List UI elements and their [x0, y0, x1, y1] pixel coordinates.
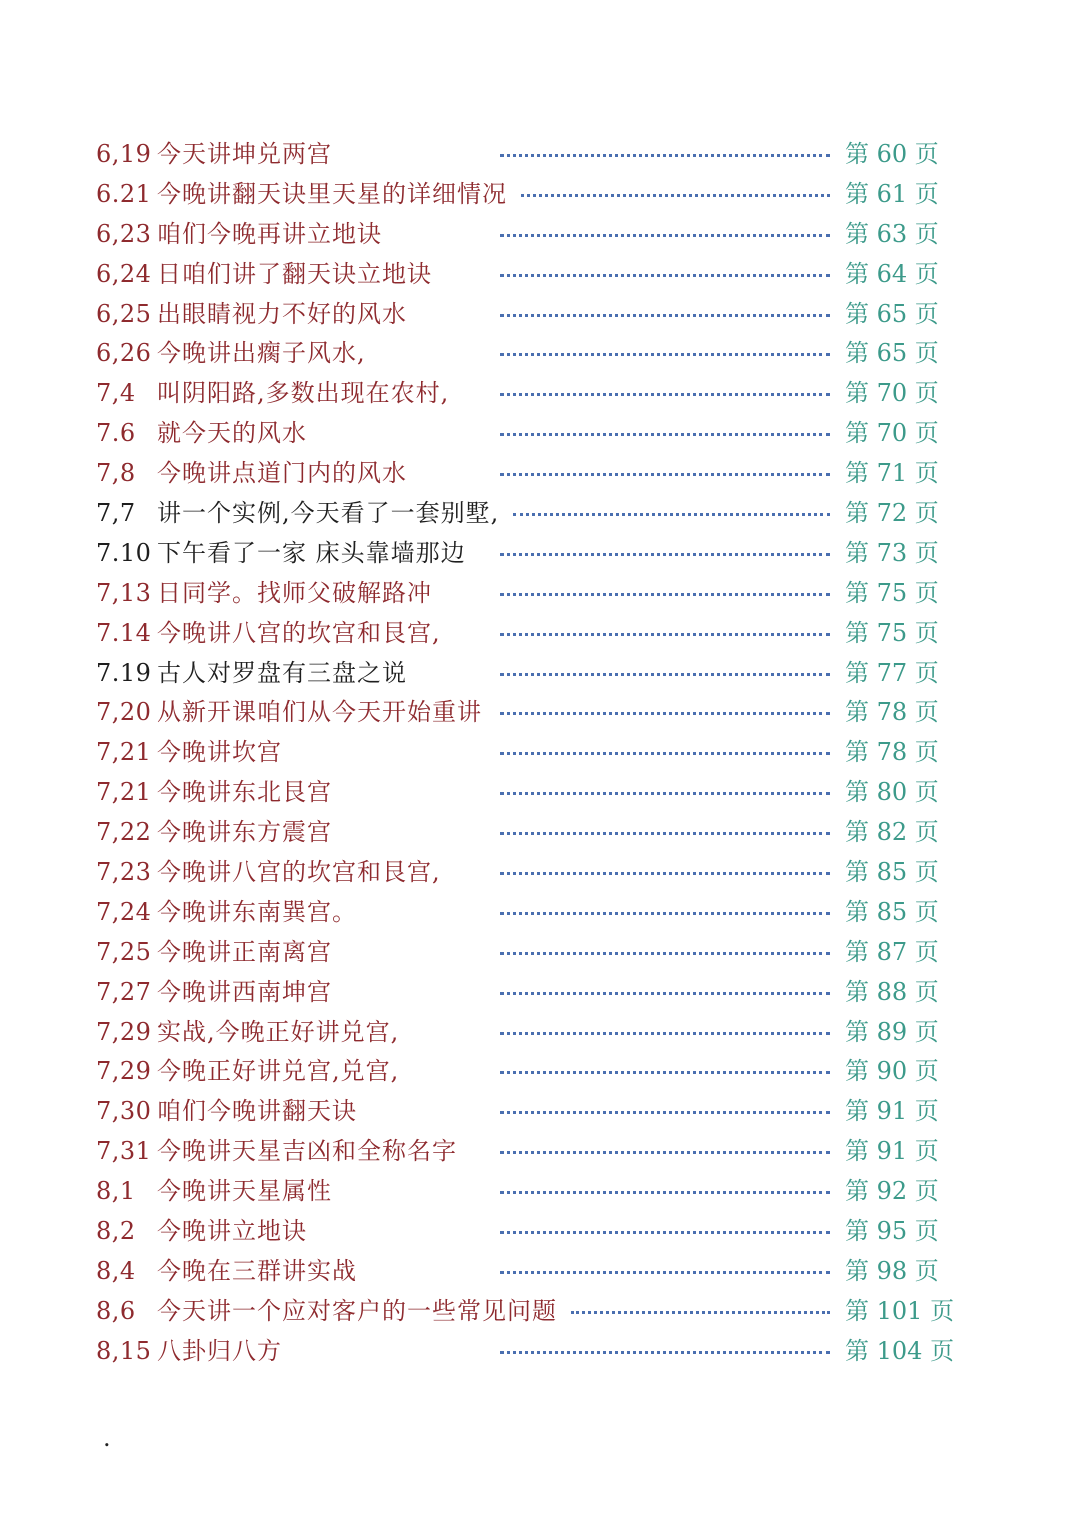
- entry-date: 8,1: [96, 1177, 136, 1206]
- entry-date: 6.21: [96, 179, 152, 208]
- dot-leader: [500, 353, 830, 356]
- toc-entry: [0, 174, 1080, 214]
- entry-page: 第 75 页: [845, 578, 939, 607]
- toc-entry: [0, 493, 1080, 533]
- dot-leader: [500, 952, 830, 955]
- table-of-contents: [0, 134, 1080, 1371]
- entry-date: 8,4: [96, 1256, 136, 1285]
- dot-leader: [500, 314, 830, 317]
- entry-title: 今晚讲西南坤宫: [157, 977, 332, 1006]
- toc-entry: [0, 333, 1080, 373]
- entry-date: 7,7: [96, 499, 136, 528]
- entry-page: 第 104 页: [845, 1336, 955, 1365]
- toc-entry: [0, 772, 1080, 812]
- dot-leader: [500, 1071, 830, 1074]
- toc-entry: [0, 852, 1080, 892]
- dot-leader: [500, 1191, 830, 1194]
- dot-leader: [500, 274, 830, 277]
- entry-page: 第 73 页: [845, 538, 939, 567]
- entry-title: 咱们今晚讲翻天诀: [157, 1097, 357, 1126]
- entry-date: 7,20: [96, 698, 152, 727]
- entry-title: 出眼睛视力不好的风水: [157, 299, 407, 328]
- dot-leader: [500, 473, 830, 476]
- entry-date: 7,21: [96, 738, 152, 767]
- entry-page: 第 95 页: [845, 1217, 939, 1246]
- dot-leader: [500, 912, 830, 915]
- entry-page: 第 89 页: [845, 1017, 939, 1046]
- entry-title: 今晚讲八宫的坎宫和艮宫,: [157, 618, 441, 647]
- dot-leader: [513, 513, 830, 516]
- entry-date: 7,23: [96, 858, 152, 887]
- toc-entry: [0, 533, 1080, 573]
- entry-date: 7.6: [96, 419, 136, 448]
- entry-title: 日同学。找师父破解路冲: [157, 578, 432, 607]
- toc-entry: [0, 1331, 1080, 1371]
- entry-date: 6,25: [96, 299, 152, 328]
- entry-date: 8,15: [96, 1336, 152, 1365]
- entry-page: 第 82 页: [845, 818, 939, 847]
- entry-page: 第 70 页: [845, 379, 939, 408]
- entry-title: 今晚讲翻天诀里天星的详细情况: [157, 179, 507, 208]
- dot-leader: [500, 433, 830, 436]
- entry-title: 今晚讲天星属性: [157, 1177, 332, 1206]
- toc-entry: [0, 732, 1080, 772]
- dot-leader: [500, 553, 830, 556]
- entry-date: 8,6: [96, 1296, 136, 1325]
- entry-date: 7,29: [96, 1017, 152, 1046]
- dot-leader: [571, 1311, 830, 1314]
- entry-page: 第 85 页: [845, 858, 939, 887]
- dot-leader: [500, 792, 830, 795]
- entry-date: 7,24: [96, 897, 152, 926]
- toc-entry: [0, 294, 1080, 334]
- entry-title: 今晚讲东北艮宫: [157, 778, 332, 807]
- end-mark: .: [103, 1424, 111, 1452]
- entry-title: 今天讲一个应对客户的一些常见问题: [157, 1296, 557, 1325]
- entry-date: 7.10: [96, 538, 152, 567]
- dot-leader: [500, 673, 830, 676]
- entry-page: 第 87 页: [845, 937, 939, 966]
- entry-date: 6,24: [96, 259, 152, 288]
- entry-date: 7,27: [96, 977, 152, 1006]
- entry-date: 6,23: [96, 219, 152, 248]
- toc-entry: [0, 1291, 1080, 1331]
- entry-title: 今晚讲立地诀: [157, 1217, 307, 1246]
- entry-page: 第 65 页: [845, 299, 939, 328]
- entry-title: 今晚讲点道门内的风水: [157, 459, 407, 488]
- dot-leader: [500, 393, 830, 396]
- entry-title: 今晚讲东南巽宫。: [157, 897, 357, 926]
- entry-date: 7,13: [96, 578, 152, 607]
- toc-entry: [0, 812, 1080, 852]
- entry-title: 古人对罗盘有三盘之说: [157, 658, 407, 687]
- entry-page: 第 70 页: [845, 419, 939, 448]
- entry-title: 今晚讲正南离宫: [157, 937, 332, 966]
- entry-page: 第 101 页: [845, 1296, 955, 1325]
- entry-page: 第 88 页: [845, 977, 939, 1006]
- dot-leader: [500, 1231, 830, 1234]
- entry-title: 实战,今晚正好讲兑宫,: [157, 1017, 400, 1046]
- entry-title: 今晚讲出瘸子风水,: [157, 339, 366, 368]
- entry-page: 第 91 页: [845, 1097, 939, 1126]
- dot-leader: [500, 752, 830, 755]
- dot-leader: [500, 1032, 830, 1035]
- entry-date: 7,8: [96, 459, 136, 488]
- entry-title: 讲一个实例,今天看了一套别墅,: [157, 499, 500, 528]
- toc-entry: [0, 373, 1080, 413]
- entry-page: 第 77 页: [845, 658, 939, 687]
- entry-title: 就今天的风水: [157, 419, 307, 448]
- toc-entry: [0, 1251, 1080, 1291]
- entry-date: 7,31: [96, 1137, 152, 1166]
- entry-title: 叫阴阳路,多数出现在农村,: [157, 379, 450, 408]
- toc-entry: [0, 653, 1080, 693]
- toc-entry: [0, 972, 1080, 1012]
- dot-leader: [500, 992, 830, 995]
- entry-page: 第 65 页: [845, 339, 939, 368]
- toc-entry: [0, 1171, 1080, 1211]
- toc-entry: [0, 413, 1080, 453]
- entry-title: 从新开课咱们从今天开始重讲: [157, 698, 482, 727]
- toc-entry: [0, 692, 1080, 732]
- toc-entry: [0, 932, 1080, 972]
- dot-leader: [500, 154, 830, 157]
- dot-leader: [500, 1111, 830, 1114]
- entry-page: 第 90 页: [845, 1057, 939, 1086]
- toc-entry: [0, 1091, 1080, 1131]
- dot-leader: [500, 832, 830, 835]
- entry-title: 下午看了一家 床头靠墙那边: [157, 538, 466, 567]
- entry-page: 第 60 页: [845, 140, 939, 168]
- entry-page: 第 72 页: [845, 499, 939, 528]
- dot-leader: [500, 1351, 830, 1354]
- entry-title: 今晚讲坎宫: [157, 738, 282, 767]
- entry-title: 今晚讲天星吉凶和全称名字: [157, 1137, 457, 1166]
- entry-title: 日咱们讲了翻天诀立地诀: [157, 259, 432, 288]
- entry-title: 八卦归八方: [157, 1336, 282, 1365]
- toc-entry: [0, 1211, 1080, 1251]
- entry-date: 7,22: [96, 818, 152, 847]
- dot-leader: [521, 194, 830, 197]
- entry-page: 第 63 页: [845, 219, 939, 248]
- entry-page: 第 78 页: [845, 698, 939, 727]
- entry-title: 今天讲坤兑两宫: [157, 140, 332, 168]
- entry-date: 6,26: [96, 339, 152, 368]
- entry-page: 第 85 页: [845, 897, 939, 926]
- entry-date: 8,2: [96, 1217, 136, 1246]
- entry-date: 6,19: [96, 140, 152, 168]
- dot-leader: [500, 593, 830, 596]
- entry-page: 第 75 页: [845, 618, 939, 647]
- entry-title: 今晚讲八宫的坎宫和艮宫,: [157, 858, 441, 887]
- entry-date: 7,29: [96, 1057, 152, 1086]
- entry-title: 今晚在三群讲实战: [157, 1256, 357, 1285]
- entry-page: 第 98 页: [845, 1256, 939, 1285]
- dot-leader: [500, 872, 830, 875]
- toc-entry: [0, 134, 1080, 174]
- toc-entry: [0, 453, 1080, 493]
- dot-leader: [500, 1271, 830, 1274]
- toc-entry: [0, 214, 1080, 254]
- toc-entry: [0, 892, 1080, 932]
- entry-date: 7.19: [96, 658, 152, 687]
- dot-leader: [500, 712, 830, 715]
- toc-entry: [0, 573, 1080, 613]
- entry-date: 7,21: [96, 778, 152, 807]
- toc-entry: [0, 613, 1080, 653]
- entry-date: 7.14: [96, 618, 152, 647]
- entry-date: 7,25: [96, 937, 152, 966]
- toc-entry: [0, 1012, 1080, 1052]
- entry-date: 7,30: [96, 1097, 152, 1126]
- dot-leader: [500, 1151, 830, 1154]
- entry-page: 第 91 页: [845, 1137, 939, 1166]
- entry-page: 第 78 页: [845, 738, 939, 767]
- entry-page: 第 71 页: [845, 459, 939, 488]
- entry-title: 今晚讲东方震宫: [157, 818, 332, 847]
- entry-date: 7,4: [96, 379, 136, 408]
- entry-page: 第 80 页: [845, 778, 939, 807]
- dot-leader: [500, 633, 830, 636]
- entry-title: 今晚正好讲兑宫,兑宫,: [157, 1057, 400, 1086]
- toc-entry: [0, 254, 1080, 294]
- entry-page: 第 64 页: [845, 259, 939, 288]
- toc-entry: [0, 1051, 1080, 1091]
- entry-page: 第 92 页: [845, 1177, 939, 1206]
- toc-entry: [0, 1131, 1080, 1171]
- entry-title: 咱们今晚再讲立地诀: [157, 219, 382, 248]
- dot-leader: [500, 234, 830, 237]
- entry-page: 第 61 页: [845, 179, 939, 208]
